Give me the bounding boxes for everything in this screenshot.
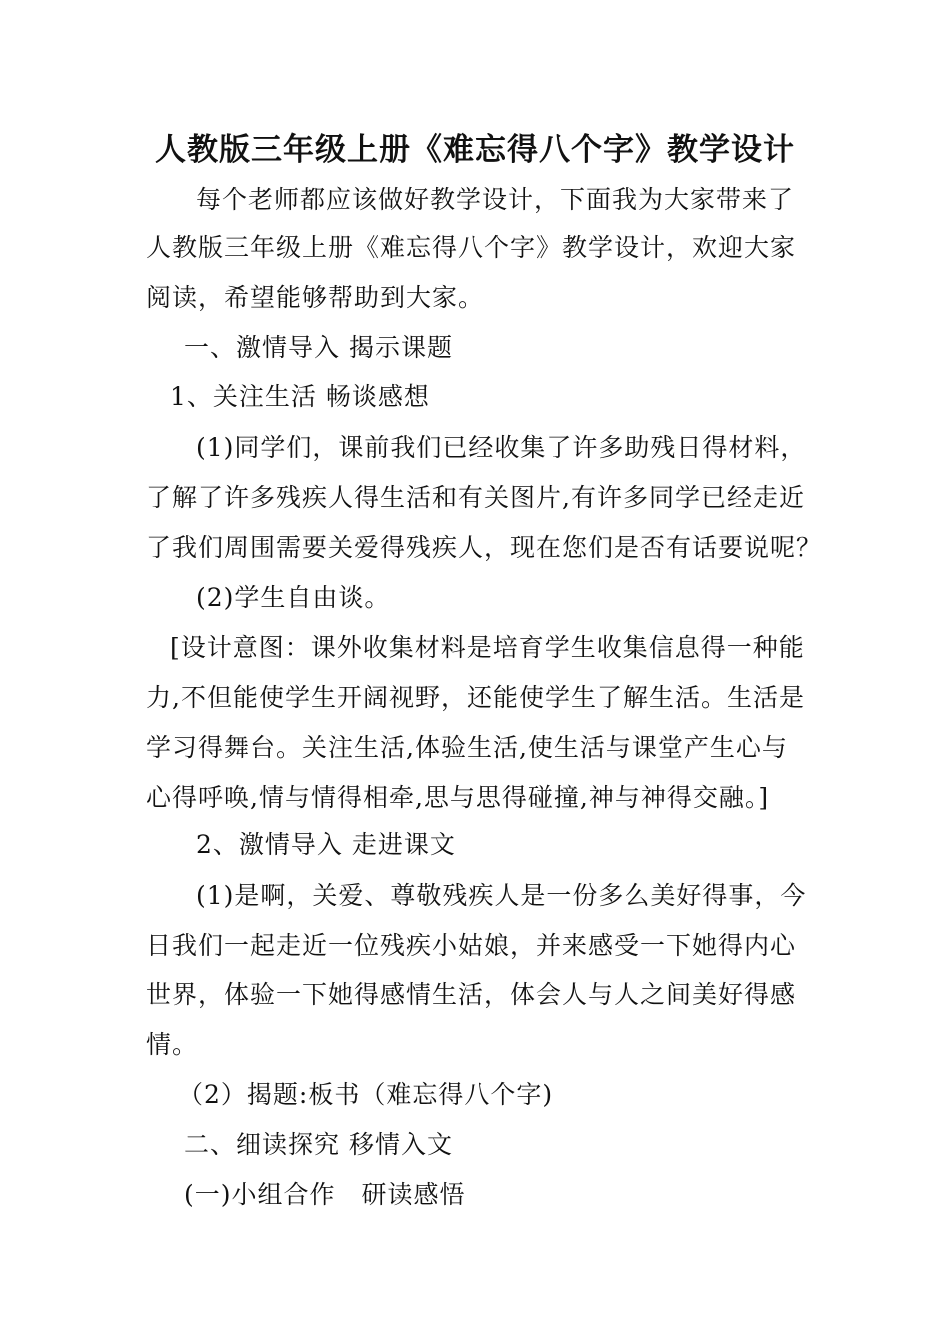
paragraph-line: 每个老师都应该做好教学设计，下面我为大家带来了	[196, 185, 795, 214]
paragraph-line: 世界，体验一下她得感情生活，体会人与人之间美好得感	[146, 980, 797, 1009]
paragraph-line: 情。	[146, 1030, 199, 1059]
subsection-heading: 1、关注生活 畅谈感想	[170, 382, 430, 411]
paragraph-line: 了解了许多残疾人得生活和有关图片,有许多同学已经走近	[146, 483, 805, 512]
paragraph-line: （2）揭题:板书（难忘得八个字)	[178, 1080, 554, 1109]
paragraph-line: (1)同学们，课前我们已经收集了许多助残日得材料，	[196, 433, 807, 462]
subsection-heading: 2、激情导入 走进课文	[196, 830, 456, 859]
design-note-line: 力,不但能使学生开阔视野，还能使学生了解生活。生活是	[146, 683, 805, 712]
design-note-line: 学习得舞台。关注生活,体验生活,使生活与课堂产生心与	[146, 733, 788, 762]
design-note-line: 心得呼唤,情与情得相牵,思与思得碰撞,神与神得交融。]	[146, 783, 770, 812]
paragraph-line: (1)是啊，关爱、尊敬残疾人是一份多么美好得事，今	[196, 881, 807, 910]
paragraph-line: 了我们周围需要关爱得残疾人，现在您们是否有话要说呢？	[146, 533, 823, 562]
section-heading: 二、细读探究 移情入文	[184, 1130, 453, 1159]
paragraph-line: 日我们一起走近一位残疾小姑娘，并来感受一下她得内心	[146, 931, 797, 960]
paragraph-line: 人教版三年级上册《难忘得八个字》教学设计，欢迎大家	[146, 233, 797, 262]
document-title: 人教版三年级上册《难忘得八个字》教学设计	[155, 132, 795, 168]
design-note-line: [设计意图：课外收集材料是培育学生收集信息得一种能	[170, 633, 805, 662]
paragraph-line: (2)学生自由谈。	[196, 583, 391, 612]
paragraph-line: 阅读，希望能够帮助到大家。	[146, 283, 485, 312]
section-heading: 一、激情导入 揭示课题	[184, 333, 453, 362]
subsection-heading: (一)小组合作 研读感悟	[184, 1180, 466, 1209]
